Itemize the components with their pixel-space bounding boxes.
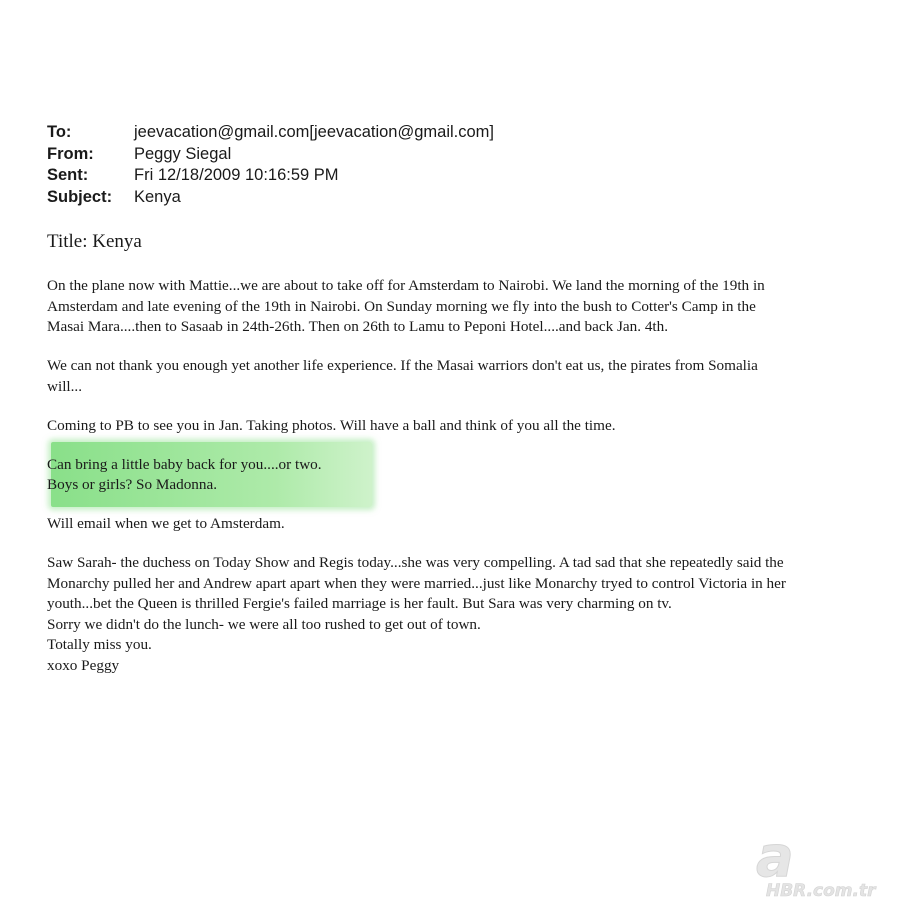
sent-value: Fri 12/18/2009 10:16:59 PM [134, 166, 339, 184]
to-label: To: [47, 123, 72, 141]
from-label: From: [47, 144, 94, 163]
to-row [47, 122, 494, 144]
watermark-logo-letter: a [756, 832, 794, 890]
email-body [47, 276, 900, 676]
body-line: Monarchy pulled her and Andrew apart apart when they were married...just like Monarchy tryed to control Victoria in her [47, 574, 786, 592]
subject-value: Kenya [134, 187, 181, 206]
body-line: On the plane now with Mattie...we are about to take off for Amsterdam to Nairobi. We land the morning of the 19th in [47, 277, 765, 294]
body-line: youth...bet the Queen is thrilled Fergie's failed marriage is her fault. But Sara was very charming on tv. [47, 595, 672, 612]
from-row [47, 144, 494, 166]
hbr-logo-icon [752, 832, 900, 902]
body-line: Can bring a little baby back for you....or two. [47, 455, 322, 473]
body-line: Boys or girls? So Madonna. [47, 476, 218, 493]
email-title: Title: Kenya [47, 231, 142, 252]
email-header [47, 122, 494, 208]
paragraph-email [47, 514, 900, 535]
signature: xoxo Peggy [47, 656, 120, 674]
body-line: Sorry we didn't do the lunch- we were all too rushed to get out of town. [47, 615, 481, 633]
body-line: We can not thank you enough yet another life experience. If the Masai warriors don't eat us, the pirates from Somalia [47, 357, 758, 374]
body-line: Totally miss you. [47, 636, 152, 653]
body-line: Masai Mara....then to Sasaab in 24th-26th. Then on 26th to Lamu to Peponi Hotel....and back Jan. 4th. [47, 318, 669, 335]
body-line: Amsterdam and late evening of the 19th in Nairobi. On Sunday morning we fly into the bush to Cotter's Camp in the [47, 297, 756, 315]
paragraph-coming [47, 416, 900, 437]
paragraph-travel [47, 276, 900, 338]
body-line: Coming to PB to see you in Jan. Taking photos. Will have a ball and think of you all the time. [47, 416, 616, 434]
body-line: Will email when we get to Amsterdam. [47, 515, 285, 532]
paragraph-highlighted [47, 455, 900, 496]
body-line: Saw Sarah- the duchess on Today Show and Regis today...she was very compelling. A tad sad that she repeatedly said the [47, 554, 784, 571]
to-value: jeevacation@gmail.com[jeevacation@gmail.com] [134, 123, 494, 141]
sent-row [47, 165, 494, 187]
paragraph-thanks [47, 356, 900, 397]
subject-label: Subject: [47, 187, 113, 206]
sent-label: Sent: [47, 166, 89, 184]
from-value: Peggy Siegal [134, 144, 232, 163]
subject-row [47, 187, 494, 209]
paragraph-sarah [47, 553, 900, 676]
body-line: will... [47, 377, 83, 395]
hbr-watermark [752, 832, 900, 902]
watermark-text: HBR.com.tr [766, 881, 876, 901]
